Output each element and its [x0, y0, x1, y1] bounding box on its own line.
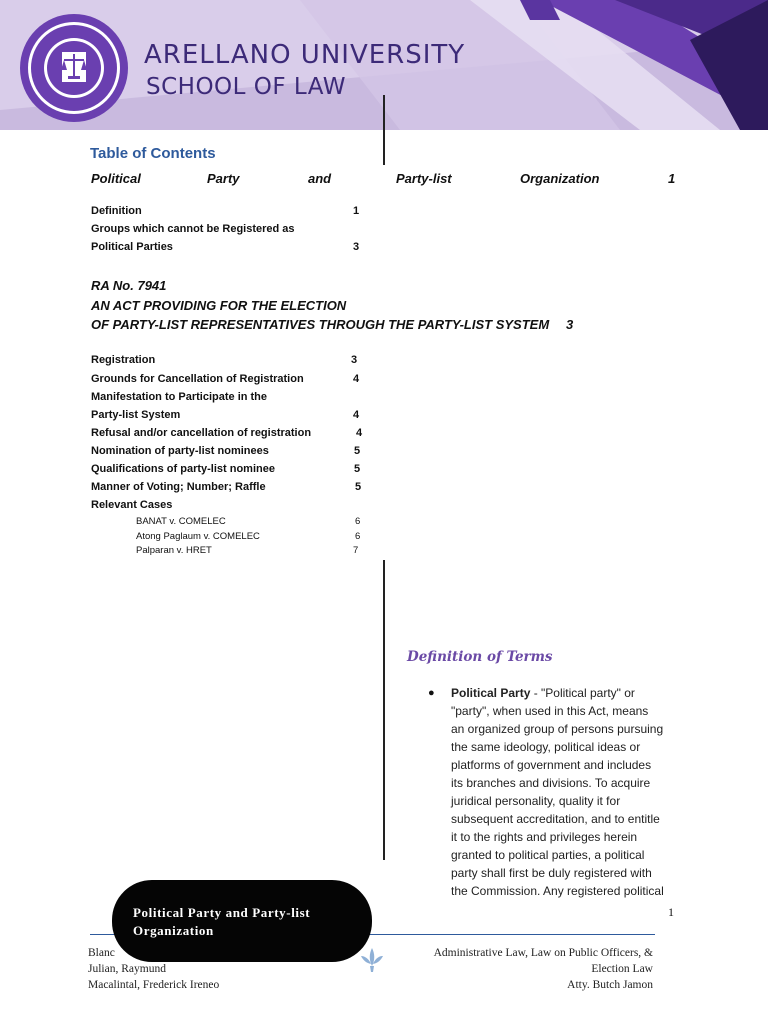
toc-item-page: 4 — [356, 427, 363, 439]
toc-item: Refusal and/or cancellation of registration — [91, 427, 312, 439]
topic-line: Political Party and Party-list — [133, 905, 311, 920]
toc-item: Political Parties — [91, 241, 173, 253]
toc-item: Manifestation to Participate in the — [91, 391, 268, 403]
subject-line: Administrative Law, Law on Public Officers, & — [433, 947, 653, 959]
toc-item-page: 1 — [353, 205, 360, 217]
toc-item-page: 4 — [353, 373, 360, 385]
toc-item: Qualifications of party-list nominee — [91, 463, 275, 475]
definition-line: its branches and divisions. To acquire — [451, 776, 651, 790]
toc-main-word: Party — [207, 171, 240, 186]
definition-line: an organized group of persons pursuing — [451, 722, 664, 736]
definition-line: the same ideology, political ideas or — [451, 740, 641, 754]
toc-item-page: 4 — [353, 409, 360, 421]
toc-item-page: 5 — [354, 445, 361, 457]
toc-item: Definition — [91, 205, 142, 217]
definition-heading: Definition of Terms — [407, 649, 553, 665]
toc-item: Party-list System — [91, 409, 181, 421]
toc-item: Relevant Cases — [91, 499, 173, 511]
case-item-page: 6 — [355, 531, 361, 542]
definition-line: - "Political party" or — [530, 686, 635, 700]
definition-line: subsequent accreditation, and to entitle — [451, 812, 660, 826]
toc-main-word: and — [308, 171, 332, 186]
toc-item: Nomination of party-list nominees — [91, 445, 269, 457]
toc-item: Groups which cannot be Registered as — [91, 223, 295, 235]
case-item-page: 7 — [353, 545, 359, 556]
case-item: Palparan v. HRET — [136, 545, 212, 556]
school-name: SCHOOL OF LAW — [146, 74, 346, 100]
author-name: Blanc — [88, 947, 115, 959]
toc-title: Table of Contents — [90, 145, 216, 162]
university-name: ARELLANO UNIVERSITY — [144, 40, 466, 70]
vertical-divider-bottom — [383, 560, 385, 860]
toc-item: Manner of Voting; Number; Raffle — [91, 481, 266, 493]
vertical-divider-top — [383, 95, 385, 165]
definition-term: Political Party — [451, 686, 531, 700]
case-item: BANAT v. COMELEC — [136, 516, 226, 527]
ra-page: 3 — [566, 317, 574, 332]
author-name: Macalintal, Frederick Ireneo — [88, 979, 220, 991]
page-number: 1 — [668, 905, 674, 919]
university-seal-icon — [18, 12, 130, 124]
definition-line: it to the rights and privileges herein — [451, 830, 638, 844]
case-item-page: 6 — [355, 516, 361, 527]
toc-main-word: Political — [91, 171, 141, 186]
toc-main-page: 1 — [668, 171, 676, 186]
toc-main-word: Party-list — [396, 171, 452, 186]
definition-line: "party", when used in this Act, means — [451, 704, 649, 718]
toc-item-page: 5 — [354, 463, 361, 475]
subject-line: Election Law — [591, 963, 653, 975]
footer-subject — [380, 945, 653, 993]
toc-item: Registration — [91, 354, 156, 366]
definition-line: the Commission. Any registered political — [451, 884, 664, 898]
definition-line: juridical personality, quality it for — [451, 794, 621, 808]
ra-title-line2: OF PARTY-LIST REPRESENTATIVES THROUGH THE PARTY-LIST SYSTEM — [91, 317, 550, 332]
topic-line: Organization — [133, 923, 214, 938]
toc-item-page: 3 — [353, 241, 360, 253]
definition-line: platforms of government and includes — [451, 758, 652, 772]
definition-line: granted to political parties, a political — [451, 848, 645, 862]
toc-item: Grounds for Cancellation of Registration — [91, 373, 304, 385]
professor-name: Atty. Butch Jamon — [567, 979, 653, 991]
topic-pill-text — [133, 904, 373, 940]
bullet-icon: ● — [428, 687, 435, 699]
toc-item-page: 5 — [355, 481, 362, 493]
toc-item-page: 3 — [351, 354, 358, 366]
ra-number: RA No. 7941 — [91, 278, 167, 293]
ra-title-line1: AN ACT PROVIDING FOR THE ELECTION — [91, 298, 347, 313]
author-name: Julian, Raymund — [88, 963, 166, 975]
definition-paragraph — [451, 684, 677, 900]
definition-line: party shall first be duly registered with — [451, 866, 652, 880]
case-item: Atong Paglaum v. COMELEC — [136, 531, 260, 542]
toc-main-word: Organization — [520, 171, 600, 186]
